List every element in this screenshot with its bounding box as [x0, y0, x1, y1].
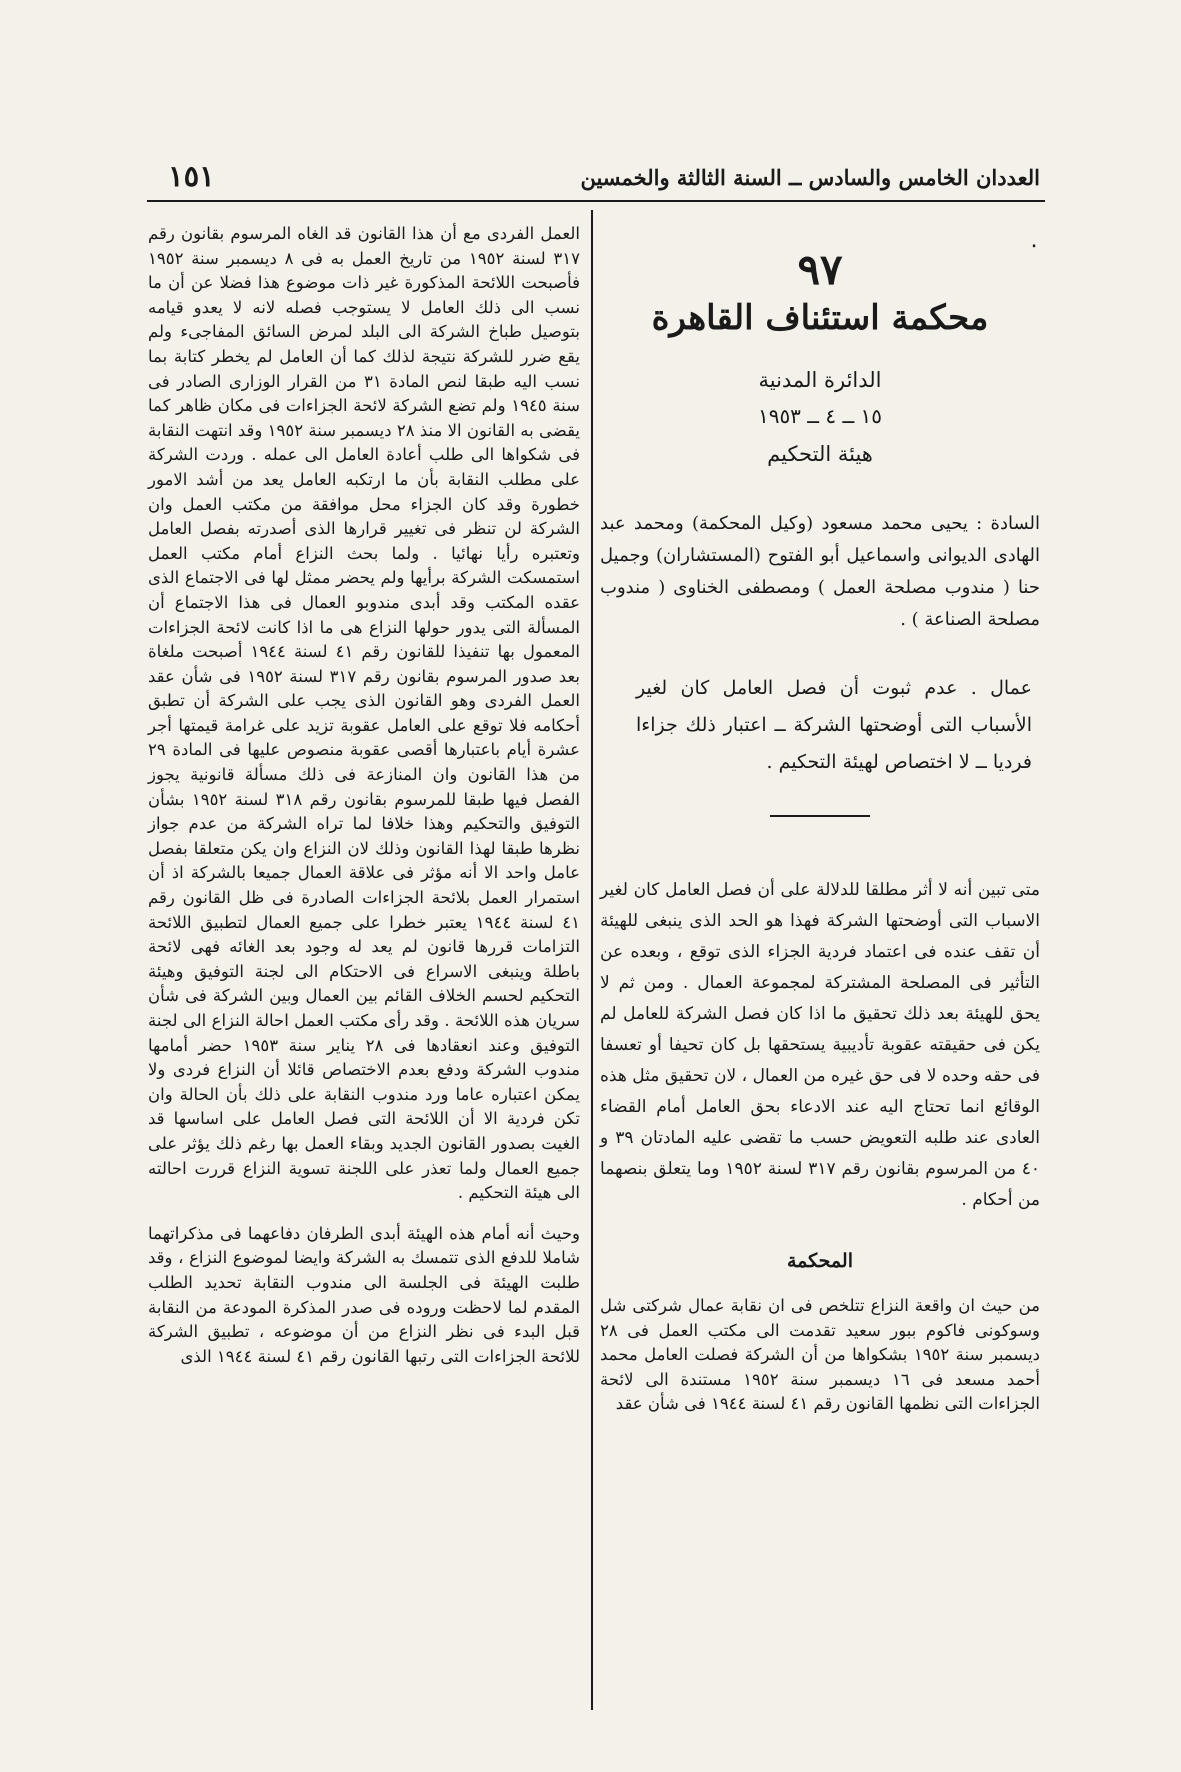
circuit-name: الدائرة المدنية — [758, 368, 882, 392]
case-mark: ٠ — [1028, 233, 1040, 258]
right-column — [600, 205, 1040, 1417]
summary-rule — [770, 815, 870, 817]
running-header — [150, 159, 1040, 205]
court-name: محكمة استئناف القاهرة — [651, 298, 989, 338]
body-paragraph: العمل الفردى مع أن هذا القانون قد الغاه المرسوم بقانون رقم ٣١٧ لسنة ١٩٥٢ من تاريخ العمل به فى ٨ ديسمبر سنة ١٩٥٢ فأصبحت اللائحة المذكورة غير ذات موضوع هذا فضلا عن أن ما نسب الى ذلك العامل لا يستوجب فصله لانه لا يعدو قيامه بتوصيل طباخ الشركة الى البلد لمرض السائق المفاجىء ولم يقع ضرر للشركة نتيجة لذلك كما أن العامل لم يخطر كتابة بما نسب اليه طبقا لنص المادة ٣١ من القرار الوزارى الصادر فى سنة ١٩٤٥ ولم تضع الشركة لائحة الجزاءات فى مكان ظاهر كما يقضى به القانون الا منذ ٢٨ ديسمبر سنة ١٩٥٢ وقد انتهت النقابة فى شكواها الى طلب أعادة العامل الى عمله . وردت الشركة على مطلب النقابة بأن ما ارتكبه العامل يعد من أشد الامور خطورة وقد كان الجزاء محل موافقة من مكتب العمل وان الشركة لن تنظر فى تغيير قرارها الذى أصدرته بفصل العامل وتعتبره رأيا نهائيا . ولما بحث النزاع أمام مكتب العمل استمسكت الشركة برأيها ولم يحضر ممثل لها فى الاجتماع الذى عقده المكتب وقد أبدى مندوبو العمال فى هذا الاجتماع أن المسألة التى يدور حولها النزاع هى ما اذا كانت لائحة الجزاءات المعمول بها تنفيذا للقانون رقم ٤١ لسنة ١٩٤٤ أصبحت ملغاة بعد صدور المرسوم بقانون رقم ٣١٧ لسنة ١٩٥٢ فى شأن عقد العمل الفردى وهو القانون الذى يجب على الشركة أن تطبق أحكامه فلا توقع على العامل عقوبة تزيد على غرامة قيمتها أجر عشرة أيام باعتبارها أقصى عقوبة منصوص عليها فى المادة ٢٩ من هذا القانون وان المنازعة فى ذلك مسألة قانونية يجوز الفصل فيها طبقا للمرسوم بقانون رقم ٣١٨ لسنة ١٩٥٢ بشأن التوفيق والتحكيم وهذا خلافا لما تراه الشركة من عدم جواز نظرها طبقا لهذا القانون وذلك لان النزاع وان يكن متعلقا بفصل عامل واحد الا أنه مؤثر فى علاقة العمال جميعا بالشركة اذ أن استمرار العمل بلائحة الجزاءات الصادرة فى ظل القانون رقم ٤١ لسنة ١٩٤٤ يعتبر خطرا على جميع العمال لتطبيق اللائحة التزامات قررها قانون لم يعد له وجود بعد الغائه فهى لائحة باطلة وينبغى الاسراع فى الاحتكام الى لجنة التوفيق وهيئة التحكيم لحسم الخلاف القائم بين العمال وبين الشركة فى شأن سريان هذه اللائحة . وقد رأى مكتب العمل احالة النزاع الى لجنة التوفيق وعند انعقادها فى ٢٨ يناير سنة ١٩٥٣ حضر أمامها مندوب الشركة ودفع بعدم الاختصاص قائلا أن النزاع فردى ولا يمكن اعتباره عاما ورد مندوب النقابة على ذلك بأن الحالة وان تكن فردية الا أن اللائحة التى فصل العامل على اساسها قد الغيت بصدور القانون الجديد وبقاء العمل بها رغم ذلك يؤثر على جميع العمال ولما تعذر على اللجنة تسوية النزاع قررت احالته الى هيئة التحكيم . — [148, 224, 581, 1203]
body-paragraph: وحيث أنه أمام هذه الهيئة أبدى الطرفان دفاعهما فى مذكراتهما شاملا للدفع الذى تتمسك به الشركة وايضا لموضوع النزاع ، وقد طلبت الهيئة فى الجلسة الى مندوب النقابة تحديد الطلب المقدم لما لاحظت وروده فى صدر المذكرة المودعة من النقابة قبل البدء فى نظر النزاع من أن موضوعه ، تطبيق الشركة للائحة الجزاءات التى رتبها القانون رقم ٤١ لسنة ١٩٤٤ الذى — [148, 1223, 580, 1366]
panel-name: هيئة التحكيم — [767, 442, 873, 466]
left-column — [148, 222, 580, 1369]
header-rule — [147, 200, 1045, 202]
ruling-text: من حيث ان واقعة النزاع تتلخص فى ان نقابة عمال شركتى شل وسوكونى فاكوم ببور سعيد تقدمت الى مكتب العمل فى ٢٨ ديسمبر سنة ١٩٥٢ بشكواها من أن الشركة فصلت العامل محمد أحمد مسعد فى ١٦ ديسمبر سنة ١٩٥٢ مستندة الى لائحة الجزاءات التى نظمها القانون رقم ٤١ لسنة ١٩٤٤ فى شأن عقد — [600, 1296, 1041, 1414]
ruling-heading: المحكمة — [787, 1250, 853, 1272]
legal-principle: متى تبين أنه لا أثر مطلقا للدلالة على أن فصل العامل كان لغير الاسباب التى أوضحتها الشركة فهذا هو الحد الذى ينبغى للهيئة أن تقف عنده فى اعتماد فردية الجزاء الذى توقع ، وبعده عن التأثير فى المصلحة المشتركة لمجموعة العمال . ومن ثم لا يحق للهيئة بعد ذلك تحقيق ما اذا كان فصل الشركة للعامل لم يكن فى حقيقته عقوبة تأديبية يستحقها بل كان تحيفا أو تعسفا فى حقه وحده لا فى حق غيره من العمال ، لان تحقيق مثل هذه الوقائع انما تحتاج اليه عند الادعاء بحق العامل أمام القضاء العادى عند طلبه التعويض حسب ما تقضى عليه المادتان ٣٩ و ٤٠ من المرسوم بقانون رقم ٣١٧ لسنة ١٩٥٢ وما يتعلق بنصهما من أحكام . — [600, 880, 1040, 1210]
column-divider — [591, 210, 593, 1710]
case-number: ٩٧ — [797, 245, 843, 294]
case-summary: عمال . عدم ثبوت أن فصل العامل كان لغير الأسباب التى أوضحتها الشركة ــ اعتبار ذلك جزاءا فرديا ــ لا اختصاص لهيئة التحكيم . — [636, 677, 1032, 773]
judges-list: السادة : يحيى محمد مسعود (وكيل المحكمة) ومحمد عبد الهادى الديوانى واسماعيل أبو الفتوح (المستشاران) وجميل حنا ( مندوب مصلحة العمل ) ومصطفى الخناوى ( مندوب مصلحة الصناعة ) . — [600, 513, 1040, 630]
header-title: العددان الخامس والسادس ــ السنة الثالثة والخمسين — [580, 165, 1040, 190]
case-date: ١٥ ــ ٤ ــ ١٩٥٣ — [757, 404, 883, 428]
page-number: ١٥١ — [168, 159, 215, 193]
